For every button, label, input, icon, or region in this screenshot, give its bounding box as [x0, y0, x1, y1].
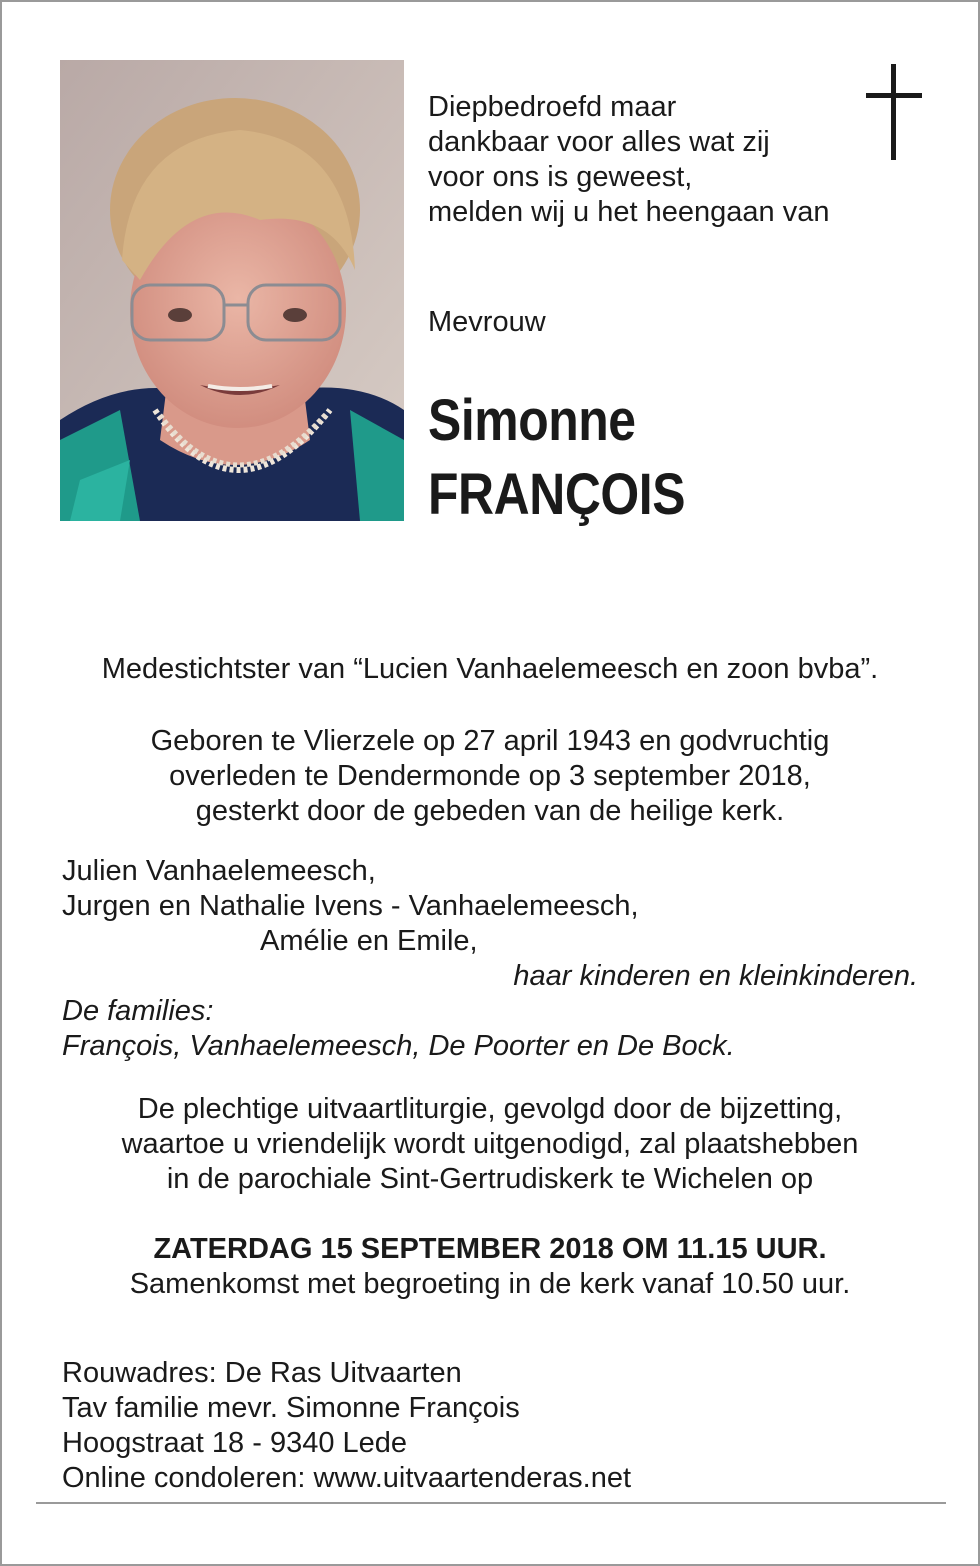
honorific: Mevrouw — [428, 306, 546, 338]
portrait-photo — [60, 60, 404, 521]
birth-line: Geboren te Vlierzele op 27 april 1943 en godvruchtig — [150, 725, 830, 757]
intro-line: voor ons is geweest, — [428, 161, 693, 193]
address-block — [62, 1356, 631, 1496]
birth-line: overleden te Dendermonde op 3 september 2018, — [169, 760, 811, 792]
families-label: De families: — [62, 995, 214, 1027]
birth-death-text — [2, 724, 978, 829]
condolence-link[interactable]: Online condoleren: www.uitvaartenderas.net — [62, 1462, 632, 1494]
intro-text — [428, 90, 829, 230]
family-line: Amélie en Emile, — [260, 925, 478, 957]
meeting-line: Samenkomst met begroeting in de kerk vanaf 10.50 uur. — [129, 1268, 851, 1300]
funeral-text — [2, 1092, 978, 1197]
family-relation: haar kinderen en kleinkinderen. — [513, 960, 918, 992]
family-line: Julien Vanhaelemeesch, — [62, 855, 376, 887]
funeral-line: waartoe u vriendelijk wordt uitgenodigd, zal plaatshebben — [121, 1128, 859, 1160]
intro-line: melden wij u het heengaan van — [428, 196, 830, 228]
ceremony-details — [2, 1232, 978, 1302]
cross-icon — [864, 64, 924, 164]
deceased-name — [428, 384, 685, 532]
funeral-line: in de parochiale Sint-Gertrudiskerk te Wichelen op — [166, 1163, 814, 1195]
intro-line: dankbaar voor alles wat zij — [428, 126, 770, 158]
family-list — [62, 854, 918, 1064]
first-name: Simonne — [428, 388, 636, 453]
address-line: Rouwadres: De Ras Uitvaarten — [62, 1357, 462, 1389]
family-line: Jurgen en Nathalie Ivens - Vanhaelemeesch, — [62, 890, 639, 922]
divider — [36, 1502, 946, 1504]
birth-line: gesterkt door de gebeden van de heilige kerk. — [195, 795, 785, 827]
address-line: Tav familie mevr. Simonne François — [62, 1392, 520, 1424]
intro-line: Diepbedroefd maar — [428, 91, 677, 123]
last-name: FRANÇOIS — [428, 462, 686, 527]
cofounder-line: Medestichtster van “Lucien Vanhaelemeesch en zoon bvba”. — [101, 653, 879, 685]
funeral-line: De plechtige uitvaartliturgie, gevolgd door de bijzetting, — [137, 1093, 843, 1125]
families-names: François, Vanhaelemeesch, De Poorter en De Bock. — [62, 1030, 735, 1062]
address-line: Hoogstraat 18 - 9340 Lede — [62, 1427, 408, 1459]
ceremony-date: ZATERDAG 15 SEPTEMBER 2018 OM 11.15 UUR. — [153, 1233, 827, 1265]
